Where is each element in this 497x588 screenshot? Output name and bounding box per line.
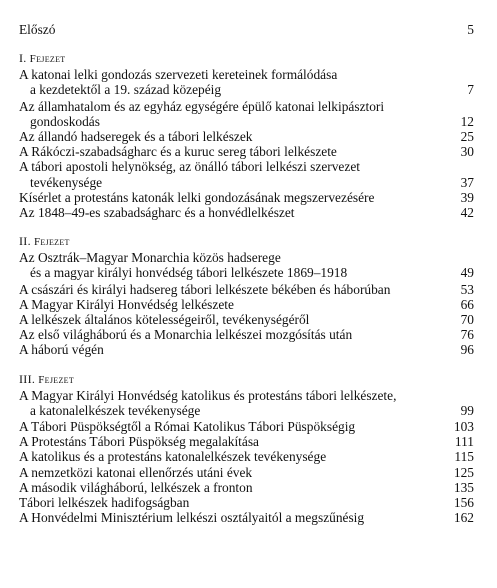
- toc-entry-title-continuation: gondoskodás: [30, 113, 100, 129]
- toc-entry-title: Az államhatalom és az egyház egységére épülő katonai lelkipásztori: [19, 98, 385, 114]
- toc-entry-foreword[interactable]: [19, 22, 474, 37]
- toc-entry-page: 115: [454, 449, 474, 465]
- toc-entry-title: A Tábori Püspökségtől a Római Katolikus Tábori Püspökségig: [19, 419, 356, 435]
- toc-entry-page: 125: [453, 464, 474, 480]
- toc-entry-title: Az első világháború és a Monarchia lelkészei mozgósítás után: [19, 327, 353, 343]
- chapter-number: II.: [19, 234, 31, 249]
- toc-entry-page: 135: [453, 479, 474, 495]
- toc-entry-page: 53: [460, 281, 474, 297]
- toc-entry-page: 37: [460, 174, 474, 190]
- toc-entry[interactable]: [19, 480, 474, 495]
- chapter-label: Fejezet: [29, 53, 66, 66]
- toc-entry-title: A katonai lelki gondozás szervezeti kereteinek formálódása: [19, 67, 338, 83]
- toc-entry-page: 96: [460, 342, 474, 358]
- toc-entry-title: A Honvédelmi Minisztérium lelkészi osztályaitól a megszűnésig: [19, 510, 365, 526]
- toc-entry-page: 5: [467, 22, 474, 37]
- chapter-title-entry[interactable]: [19, 250, 474, 280]
- toc-entry-page: 49: [460, 265, 474, 281]
- toc-entry-page: 30: [460, 144, 474, 160]
- toc-entry[interactable]: [19, 297, 474, 312]
- chapter-label: Fejezet: [38, 373, 75, 386]
- toc-entry[interactable]: [19, 342, 474, 357]
- toc-entry-page: 99: [460, 402, 474, 418]
- toc-entry-title: A Rákóczi-szabadságharc és a kuruc sereg tábori lelkészete: [19, 144, 337, 160]
- toc-entry-page: 156: [453, 495, 474, 511]
- toc-entry-title: A Protestáns Tábori Püspökség megalakítása: [19, 434, 260, 450]
- toc-entry[interactable]: [19, 434, 474, 449]
- toc-entry-title: Az 1848–49-es szabadságharc és a honvédlelkészet: [19, 205, 295, 221]
- toc-entry-title: A tábori apostoli helynökség, az önálló tábori lelkészi szervezet: [19, 159, 360, 175]
- toc-entry[interactable]: [19, 144, 474, 159]
- toc-entry-page: 66: [460, 296, 474, 312]
- toc-entry-title-continuation: tevékenysége: [30, 174, 103, 190]
- toc-entry[interactable]: [19, 190, 474, 205]
- toc-entry-title: Előszó: [19, 22, 56, 37]
- toc-entry[interactable]: [19, 205, 474, 220]
- toc-entry-title-continuation: a katonalelkészek tevékenysége: [30, 402, 201, 418]
- toc-entry[interactable]: [19, 419, 474, 434]
- toc-entry[interactable]: [19, 465, 474, 480]
- toc-entry-title: Az állandó hadseregek és a tábori lelkészek: [19, 129, 253, 145]
- toc-entry-title: A lelkészek általános kötelességeiről, tevékenységéről: [19, 312, 310, 328]
- toc-entry-page: 70: [460, 312, 474, 328]
- toc-entry-title: Kísérlet a protestáns katonák lelki gondozásának megszervezésére: [19, 189, 375, 205]
- toc-entry-title-continuation: a kezdetektől a 19. század közepéig: [30, 82, 222, 98]
- toc-entry-title: A nemzetközi katonai ellenőrzés utáni évek: [19, 464, 253, 480]
- toc-entry-page: 103: [453, 419, 474, 435]
- chapter-number: III.: [19, 371, 36, 386]
- toc-entry[interactable]: [19, 282, 474, 297]
- toc-entry[interactable]: [19, 327, 474, 342]
- toc-entry-page: 25: [460, 129, 474, 145]
- toc-entry[interactable]: [19, 312, 474, 327]
- chapter-label: Fejezet: [33, 236, 70, 249]
- toc-entry[interactable]: [19, 449, 474, 464]
- toc-entry[interactable]: [19, 510, 474, 525]
- toc-entry-title: Tábori lelkészek hadifogságban: [19, 495, 190, 511]
- toc-entry-title: A császári és királyi hadsereg tábori lelkészete békében és háborúban: [19, 281, 391, 297]
- toc-entry-page: 42: [460, 205, 474, 221]
- toc-entry-page: 12: [460, 113, 474, 129]
- chapter-heading: [19, 373, 474, 387]
- toc-entry-page: 7: [467, 82, 474, 98]
- toc-entry[interactable]: [19, 159, 474, 189]
- toc-entry-title: A Magyar Királyi Honvédség lelkészete: [19, 296, 234, 312]
- chapter-number: I.: [19, 51, 27, 66]
- toc-entry-title: A második világháború, lelkészek a fronton: [19, 479, 253, 495]
- chapter-heading: [19, 52, 474, 66]
- toc-entry-page: 76: [460, 327, 474, 343]
- chapter-title-entry[interactable]: [19, 388, 474, 418]
- toc-entry-page: 39: [460, 189, 474, 205]
- toc-entry-page: 162: [453, 510, 474, 526]
- toc-entry-title-continuation: és a magyar királyi honvédség tábori lelkészete 1869–1918: [30, 265, 348, 281]
- toc-entry[interactable]: [19, 129, 474, 144]
- toc-entry[interactable]: [19, 99, 474, 129]
- toc-entry-title: A háború végén: [19, 342, 104, 358]
- toc-entry-page: 111: [454, 434, 474, 450]
- chapter-title-entry[interactable]: [19, 67, 474, 97]
- chapter-heading: [19, 235, 474, 249]
- toc-entry-title: Az Osztrák–Magyar Monarchia közös hadserege: [19, 250, 281, 266]
- toc-entry-title: A katolikus és a protestáns katonalelkészek tevékenysége: [19, 449, 327, 465]
- toc-entry[interactable]: [19, 495, 474, 510]
- toc-entry-title: A Magyar Királyi Honvédség katolikus és protestáns tábori lelkészete,: [19, 387, 397, 403]
